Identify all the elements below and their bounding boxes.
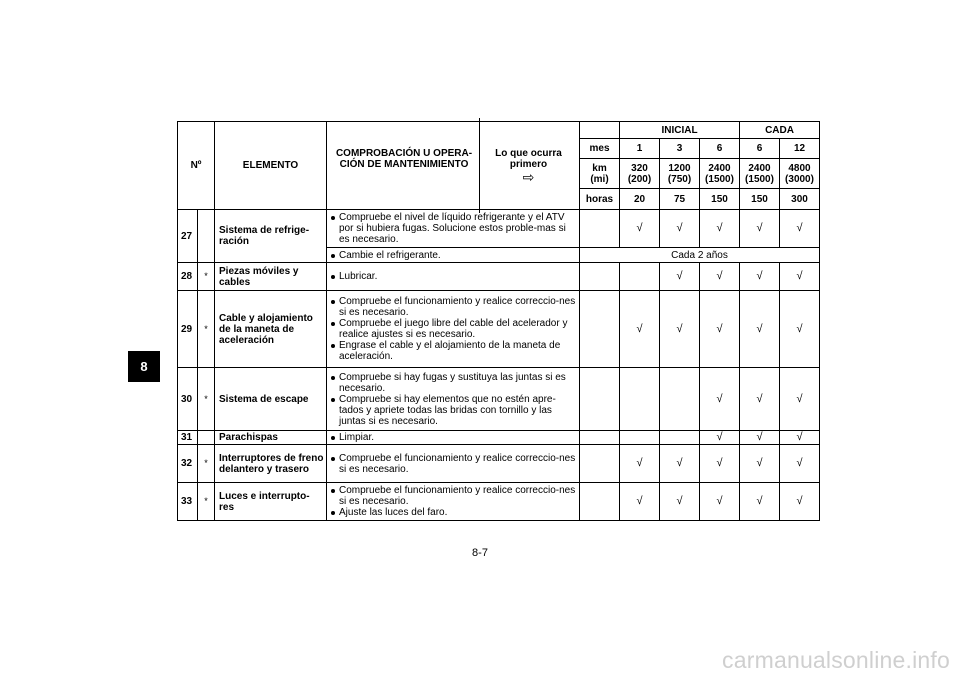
table-row [178, 445, 820, 483]
header-horas: horas [580, 189, 620, 210]
km-value: 320 (200) [620, 159, 660, 189]
empty-cell [620, 431, 660, 445]
check-mark: √ [780, 291, 820, 368]
check-mark: √ [700, 445, 740, 483]
check-mark: √ [700, 431, 740, 445]
row-number: 30 [178, 368, 198, 431]
first-cell [580, 445, 620, 483]
list-item: Compruebe el funcionamiento y realice correccio-nes si es necesario. [329, 453, 577, 475]
row-element: Sistema de refrige-ración [215, 210, 327, 263]
km-value: 1200 (750) [660, 159, 700, 189]
table-row [178, 291, 820, 368]
list-item: Compruebe el funcionamiento y realice correccio-nes si es necesario. [329, 296, 577, 318]
check-mark: √ [620, 445, 660, 483]
row-star: * [198, 291, 215, 368]
header-num: Nº [178, 122, 215, 210]
first-cell [580, 431, 620, 445]
empty-cell [620, 368, 660, 431]
header-check [327, 122, 580, 210]
check-mark: √ [780, 483, 820, 521]
mes-value: 6 [740, 139, 780, 159]
row-element: Piezas móviles y cables [215, 263, 327, 291]
header-element: ELEMENTO [215, 122, 327, 210]
bullet-list [329, 211, 577, 246]
check-mark: √ [740, 291, 780, 368]
row-checks [327, 291, 580, 368]
header-check-text: COMPROBACIÓN U OPERA-CIÓN DE MANTENIMIENTO [335, 148, 473, 170]
check-mark: √ [660, 483, 700, 521]
row-number: 28 [178, 263, 198, 291]
check-mark: √ [780, 210, 820, 248]
check-mark: √ [660, 291, 700, 368]
row-number: 32 [178, 445, 198, 483]
first-cell [580, 263, 620, 291]
km-value: 4800 (3000) [780, 159, 820, 189]
row-number: 31 [178, 431, 198, 445]
check-mark: √ [700, 483, 740, 521]
first-cell [580, 291, 620, 368]
check-mark: √ [660, 263, 700, 291]
interval-text: Cada 2 años [580, 248, 820, 263]
bullet-list [329, 270, 577, 283]
check-mark: √ [620, 210, 660, 248]
check-mark: √ [660, 210, 700, 248]
row-checks [327, 431, 580, 445]
header-km: km (mi) [580, 159, 620, 189]
check-mark: √ [780, 431, 820, 445]
check-mark: √ [740, 483, 780, 521]
maintenance-table [177, 121, 820, 521]
check-mark: √ [740, 210, 780, 248]
list-item: Limpiar. [329, 432, 577, 443]
bullet-list [329, 431, 577, 444]
mes-value: 3 [660, 139, 700, 159]
list-item: Compruebe el funcionamiento y realice correccio-nes si es necesario. [329, 485, 577, 507]
row-star: * [198, 483, 215, 521]
check-mark: √ [740, 368, 780, 431]
row-number: 29 [178, 291, 198, 368]
header-first [479, 118, 577, 213]
mes-value: 12 [780, 139, 820, 159]
watermark: carmanualsonline.info [722, 647, 950, 673]
list-item: Compruebe si hay fugas y sustituya las juntas si es necesario. [329, 372, 577, 394]
row-number: 27 [178, 210, 198, 263]
row-checks [327, 263, 580, 291]
check-mark: √ [780, 445, 820, 483]
list-item: Compruebe el nivel de líquido refrigerante y el ATV por si hubiera fugas. Solucione estos proble-mas si es necesario. [329, 212, 577, 245]
bullet-list [329, 371, 577, 428]
row-checks [327, 210, 580, 248]
header-mes: mes [580, 139, 620, 159]
horas-value: 75 [660, 189, 700, 210]
row-element: Interruptores de freno delantero y trasero [215, 445, 327, 483]
arrow-icon: ⇨ [522, 169, 535, 185]
mes-value: 1 [620, 139, 660, 159]
row-element: Parachispas [215, 431, 327, 445]
list-item: Lubricar. [329, 271, 577, 282]
mes-value: 6 [700, 139, 740, 159]
check-mark: √ [780, 263, 820, 291]
check-mark: √ [780, 368, 820, 431]
row-element: Luces e interrupto-res [215, 483, 327, 521]
row-star: * [198, 445, 215, 483]
list-item: Compruebe el juego libre del cable del acelerador y realice ajustes si es necesario. [329, 318, 577, 340]
check-mark: √ [620, 483, 660, 521]
km-value: 2400 (1500) [740, 159, 780, 189]
bullet-list [329, 452, 577, 476]
row-checks [327, 483, 580, 521]
table-row [178, 483, 820, 521]
check-mark: √ [740, 445, 780, 483]
row-star [198, 431, 215, 445]
row-star: * [198, 368, 215, 431]
check-mark: √ [700, 368, 740, 431]
row-checks [327, 445, 580, 483]
check-mark: √ [700, 263, 740, 291]
check-mark: √ [660, 445, 700, 483]
table-row [178, 431, 820, 445]
table-row [178, 263, 820, 291]
first-cell [580, 368, 620, 431]
list-item: Cambie el refrigerante. [329, 250, 577, 261]
row-star: * [198, 263, 215, 291]
empty-cell [620, 263, 660, 291]
row-checks [327, 368, 580, 431]
row-element: Cable y alojamiento de la maneta de aceleración [215, 291, 327, 368]
table-row [178, 210, 820, 248]
row-checks [327, 248, 580, 263]
list-item: Engrase el cable y el alojamiento de la maneta de aceleración. [329, 340, 577, 362]
chapter-tab: 8 [128, 351, 160, 382]
empty-cell [660, 368, 700, 431]
check-mark: √ [620, 291, 660, 368]
horas-value: 300 [780, 189, 820, 210]
check-mark: √ [700, 291, 740, 368]
header-every: CADA [740, 122, 820, 139]
check-mark: √ [740, 431, 780, 445]
check-mark: √ [740, 263, 780, 291]
row-star [198, 210, 215, 263]
bullet-list [329, 249, 577, 262]
header-initial: INICIAL [620, 122, 740, 139]
km-value: 2400 (1500) [700, 159, 740, 189]
list-item: Ajuste las luces del faro. [329, 507, 577, 518]
bullet-list [329, 295, 577, 363]
row-element: Sistema de escape [215, 368, 327, 431]
table-row [178, 368, 820, 431]
check-mark: √ [700, 210, 740, 248]
row-number: 33 [178, 483, 198, 521]
horas-value: 20 [620, 189, 660, 210]
horas-value: 150 [740, 189, 780, 210]
bullet-list [329, 484, 577, 519]
first-cell [580, 483, 620, 521]
horas-value: 150 [700, 189, 740, 210]
empty-cell [660, 431, 700, 445]
header-first-text: Lo que ocurra primero [495, 148, 562, 170]
first-cell [580, 210, 620, 248]
list-item: Compruebe si hay elementos que no estén apre-tados y apriete todas las bridas con tornillo y las juntas si es necesario. [329, 394, 577, 427]
page-number: 8-7 [472, 547, 488, 559]
